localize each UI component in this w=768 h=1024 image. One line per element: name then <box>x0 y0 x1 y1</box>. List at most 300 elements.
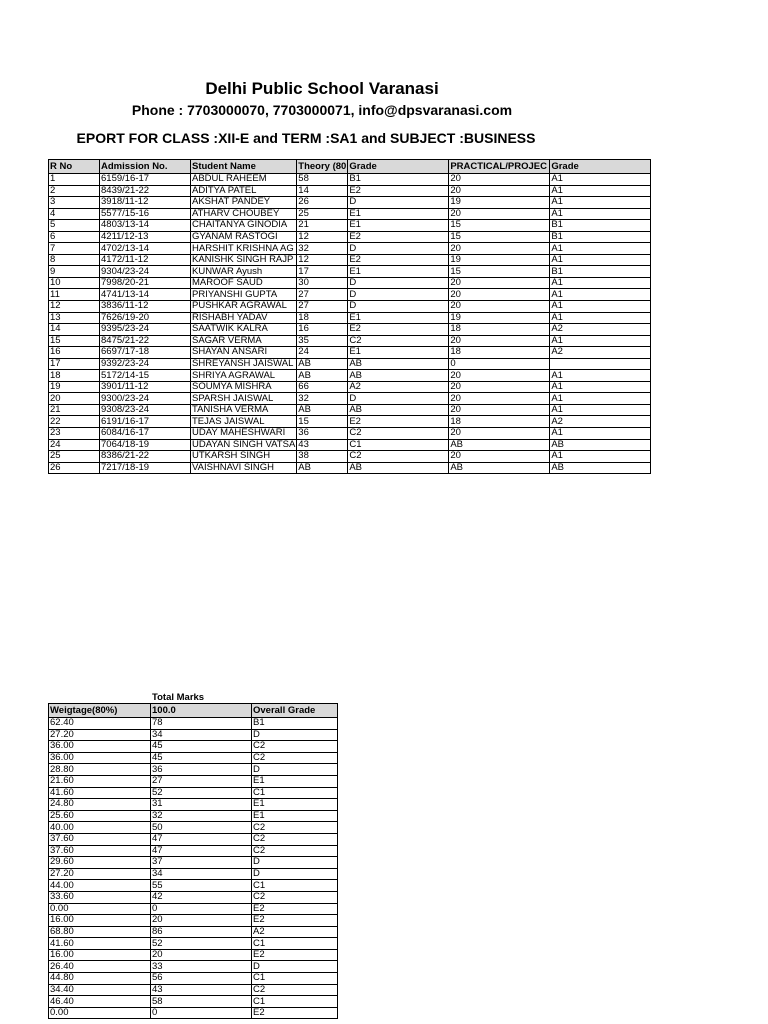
table-cell: 9304/23-24 <box>100 266 191 278</box>
table-row <box>49 231 651 243</box>
table-cell: C1 <box>252 996 338 1008</box>
table-cell: 19 <box>49 381 100 393</box>
table-row <box>49 752 338 764</box>
table-cell: SHRIYA AGRAWAL <box>191 370 297 382</box>
table-cell: 20 <box>449 277 550 289</box>
table-cell: E2 <box>252 903 338 915</box>
table-row <box>49 347 651 359</box>
table-cell: 9392/23-24 <box>100 358 191 370</box>
table-cell: 3 <box>49 197 100 209</box>
table-cell: 14 <box>297 185 348 197</box>
table-cell: 13 <box>49 312 100 324</box>
table-cell: A1 <box>550 197 651 209</box>
table-cell: GYANAM RASTOGI <box>191 231 297 243</box>
table-cell: 18 <box>449 324 550 336</box>
table-row <box>49 243 651 255</box>
table-cell: 26.40 <box>49 961 151 973</box>
table-cell: C2 <box>348 451 449 463</box>
table-cell: 43 <box>297 439 348 451</box>
table-cell: 27.20 <box>49 868 151 880</box>
table-cell: 27 <box>297 301 348 313</box>
table-cell: ABDUL RAHEEM <box>191 174 297 186</box>
table-cell: AB <box>348 370 449 382</box>
table-cell: 15 <box>49 335 100 347</box>
table-cell: D <box>348 197 449 209</box>
table-row <box>49 729 338 741</box>
table-cell: AB <box>297 358 348 370</box>
table-cell: 19 <box>449 254 550 266</box>
table-cell: 8 <box>49 254 100 266</box>
table-cell: 17 <box>297 266 348 278</box>
table-cell: 36.00 <box>49 752 151 764</box>
table-cell: TANISHA VERMA <box>191 404 297 416</box>
table-cell: AB <box>297 370 348 382</box>
table-cell: 15 <box>449 231 550 243</box>
table-cell: 6697/17-18 <box>100 347 191 359</box>
col-header-theory: Theory (80 <box>298 161 347 172</box>
table-cell: 58 <box>151 996 252 1008</box>
table-cell: C2 <box>348 428 449 440</box>
table-cell: 34 <box>151 729 252 741</box>
table-cell: 36 <box>297 428 348 440</box>
table-cell: UDAY MAHESHWARI <box>191 428 297 440</box>
table-cell: SHAYAN ANSARI <box>191 347 297 359</box>
table-cell: 28.80 <box>49 764 151 776</box>
table-cell: 6191/16-17 <box>100 416 191 428</box>
table-cell: E2 <box>348 254 449 266</box>
table-cell: 36.00 <box>49 741 151 753</box>
table-cell: 19 <box>449 197 550 209</box>
table-cell: 46.40 <box>49 996 151 1008</box>
table-cell: 62.40 <box>49 718 151 730</box>
table-cell: SOUMYA MISHRA <box>191 381 297 393</box>
table-cell: 52 <box>151 938 252 950</box>
table-cell: AKSHAT PANDEY <box>191 197 297 209</box>
table-cell: E2 <box>348 185 449 197</box>
table-cell: TEJAS JAISWAL <box>191 416 297 428</box>
table-cell: E2 <box>252 1007 338 1019</box>
table-cell: 20 <box>449 381 550 393</box>
table-row <box>49 462 651 474</box>
table-row <box>49 845 338 857</box>
table-cell: A1 <box>550 243 651 255</box>
table-cell: C2 <box>252 845 338 857</box>
table-cell: 0 <box>151 903 252 915</box>
table-cell: 50 <box>151 822 252 834</box>
table-cell: 35 <box>297 335 348 347</box>
table-cell: C1 <box>252 880 338 892</box>
table-cell: B1 <box>550 231 651 243</box>
table-row <box>49 208 651 220</box>
table-cell: 20 <box>151 915 252 927</box>
table-cell: 15 <box>449 220 550 232</box>
table-cell: 12 <box>297 254 348 266</box>
table-row <box>49 301 651 313</box>
col-header-rno: R No <box>49 160 100 174</box>
table-cell: 20 <box>449 301 550 313</box>
table-cell: A1 <box>550 289 651 301</box>
table-cell: 5172/14-15 <box>100 370 191 382</box>
table-cell: B1 <box>348 174 449 186</box>
table-cell: C2 <box>252 984 338 996</box>
table-cell: 52 <box>151 787 252 799</box>
table-cell: 4172/11-12 <box>100 254 191 266</box>
table-row <box>49 938 338 950</box>
table-row <box>49 358 651 370</box>
table-row <box>49 822 338 834</box>
table-cell: 25 <box>297 208 348 220</box>
table-cell: 41.60 <box>49 787 151 799</box>
table-row <box>49 370 651 382</box>
table-cell: ADITYA PATEL <box>191 185 297 197</box>
table-cell: A1 <box>550 174 651 186</box>
table-cell: 86 <box>151 926 252 938</box>
table-cell: 8386/21-22 <box>100 451 191 463</box>
table-row <box>49 381 651 393</box>
col-header-weightage: Weigtage(80%) <box>49 704 151 718</box>
table-cell: 30 <box>297 277 348 289</box>
table-cell: D <box>252 729 338 741</box>
table-cell: 25 <box>49 451 100 463</box>
table-cell: 20 <box>49 393 100 405</box>
table-cell: PRIYANSHI GUPTA <box>191 289 297 301</box>
table-cell: 36 <box>151 764 252 776</box>
table-row <box>49 439 651 451</box>
table-cell: C2 <box>252 752 338 764</box>
table-cell: C1 <box>252 938 338 950</box>
table-cell: 5 <box>49 220 100 232</box>
table-row <box>49 915 338 927</box>
table-cell: 2 <box>49 185 100 197</box>
table-cell: 12 <box>297 231 348 243</box>
table-row <box>49 926 338 938</box>
table-cell: E1 <box>252 775 338 787</box>
table-row <box>49 324 651 336</box>
table-cell: E1 <box>348 312 449 324</box>
table-cell: C2 <box>252 741 338 753</box>
table-cell: A1 <box>550 381 651 393</box>
table-cell: E1 <box>252 810 338 822</box>
table-cell: E2 <box>348 324 449 336</box>
table-cell: 15 <box>449 266 550 278</box>
table-cell: 40.00 <box>49 822 151 834</box>
table-cell: UTKARSH SINGH <box>191 451 297 463</box>
table-row <box>49 868 338 880</box>
table-cell: 27.20 <box>49 729 151 741</box>
table-cell: 24 <box>49 439 100 451</box>
table-cell: D <box>252 857 338 869</box>
table-row <box>49 266 651 278</box>
marks-table <box>48 159 651 474</box>
col-header-student-name: Student Name <box>191 160 297 174</box>
table-row <box>49 718 338 730</box>
table-row <box>49 799 338 811</box>
table-cell: B1 <box>550 220 651 232</box>
table-cell: 11 <box>49 289 100 301</box>
table-row <box>49 984 338 996</box>
table-cell: A1 <box>550 393 651 405</box>
table-cell: 32 <box>151 810 252 822</box>
table-cell: 27 <box>151 775 252 787</box>
table-cell: C1 <box>348 439 449 451</box>
table-cell: E2 <box>252 915 338 927</box>
table-cell: 6084/16-17 <box>100 428 191 440</box>
table-cell: A1 <box>550 277 651 289</box>
table-cell: 15 <box>297 416 348 428</box>
table-cell: 37.60 <box>49 845 151 857</box>
table-cell: 0 <box>449 358 550 370</box>
table-cell: A1 <box>550 185 651 197</box>
table-cell: C1 <box>252 973 338 985</box>
col-header-total: 100.0 <box>151 704 252 718</box>
table-cell: E1 <box>348 208 449 220</box>
table-cell: HARSHIT KRISHNA AG <box>191 243 297 255</box>
table-cell: AB <box>550 462 651 474</box>
table-cell: KUNWAR Ayush <box>191 266 297 278</box>
table-cell: 16 <box>297 324 348 336</box>
table-cell: 56 <box>151 973 252 985</box>
table-cell: AB <box>297 462 348 474</box>
table-cell: AB <box>348 358 449 370</box>
table-cell: 37.60 <box>49 833 151 845</box>
table-cell: E2 <box>348 416 449 428</box>
table-row <box>49 891 338 903</box>
table-cell: C1 <box>252 787 338 799</box>
table-row <box>49 833 338 845</box>
marks-table-header <box>49 160 651 174</box>
table-row <box>49 404 651 416</box>
table-cell: SHREYANSH JAISWAL <box>191 358 297 370</box>
table-cell: A1 <box>550 451 651 463</box>
table-cell: AB <box>348 404 449 416</box>
table-cell: 34 <box>151 868 252 880</box>
table-cell: A2 <box>550 324 651 336</box>
table-cell: 3918/11-12 <box>100 197 191 209</box>
table-cell: 3836/11-12 <box>100 301 191 313</box>
table-row <box>49 451 651 463</box>
table-cell: 32 <box>297 243 348 255</box>
table-cell: C2 <box>252 891 338 903</box>
table-cell: 31 <box>151 799 252 811</box>
table-cell: 18 <box>449 347 550 359</box>
table-cell: A1 <box>550 335 651 347</box>
table-cell: A1 <box>550 370 651 382</box>
table-cell: 44.00 <box>49 880 151 892</box>
table-cell: 34.40 <box>49 984 151 996</box>
table-cell: 19 <box>449 312 550 324</box>
table-row <box>49 174 651 186</box>
table-cell: 0 <box>151 1007 252 1019</box>
table-cell: A1 <box>550 312 651 324</box>
report-title: EPORT FOR CLASS :XII-E and TERM :SA1 and SUBJECT :BUSINESS <box>76 130 536 146</box>
table-cell: 6 <box>49 231 100 243</box>
col-header-admission: Admission No. <box>100 160 191 174</box>
table-cell: C2 <box>252 822 338 834</box>
table-cell: C2 <box>252 833 338 845</box>
table-cell: KANISHK SINGH RAJP <box>191 254 297 266</box>
table-cell: 12 <box>49 301 100 313</box>
table-cell: 21 <box>297 220 348 232</box>
table-row <box>49 775 338 787</box>
table-cell: 0.00 <box>49 1007 151 1019</box>
table-cell: 9308/23-24 <box>100 404 191 416</box>
col-header-overall-grade: Overall Grade <box>252 704 338 718</box>
table-cell: 47 <box>151 845 252 857</box>
table-row <box>49 961 338 973</box>
table-cell: 24 <box>297 347 348 359</box>
table-cell: 21.60 <box>49 775 151 787</box>
table-cell: 17 <box>49 358 100 370</box>
table-cell: 45 <box>151 752 252 764</box>
table-cell: 7064/18-19 <box>100 439 191 451</box>
table-cell: 29.60 <box>49 857 151 869</box>
table-cell: 4803/13-14 <box>100 220 191 232</box>
table-row <box>49 197 651 209</box>
table-cell: 18 <box>297 312 348 324</box>
table-row <box>49 335 651 347</box>
table-cell: 4702/13-14 <box>100 243 191 255</box>
table-cell: AB <box>449 462 550 474</box>
table-cell: 9300/23-24 <box>100 393 191 405</box>
table-row <box>49 277 651 289</box>
table-row <box>49 741 338 753</box>
table-cell: 7626/19-20 <box>100 312 191 324</box>
col-header-practical: PRACTICAL/PROJEC <box>449 160 550 174</box>
table-cell <box>550 358 651 370</box>
table-row <box>49 996 338 1008</box>
table-cell: 9 <box>49 266 100 278</box>
table-cell: CHAITANYA GINODIA <box>191 220 297 232</box>
table-cell: 18 <box>449 416 550 428</box>
table-cell: ATHARV CHOUBEY <box>191 208 297 220</box>
table-row <box>49 973 338 985</box>
table-cell: 41.60 <box>49 938 151 950</box>
table-cell: 8439/21-22 <box>100 185 191 197</box>
table-cell: 26 <box>49 462 100 474</box>
table-cell: A2 <box>550 347 651 359</box>
table-cell: 4741/13-14 <box>100 289 191 301</box>
table-cell: 42 <box>151 891 252 903</box>
table-row <box>49 289 651 301</box>
total-marks-label: Total Marks <box>152 692 205 703</box>
table-row <box>49 903 338 915</box>
table-cell: A2 <box>252 926 338 938</box>
table-cell: 7998/20-21 <box>100 277 191 289</box>
table-cell: SAGAR VERMA <box>191 335 297 347</box>
table-cell: 20 <box>449 335 550 347</box>
table-cell: 9395/23-24 <box>100 324 191 336</box>
table-cell: E1 <box>348 347 449 359</box>
table-row <box>49 185 651 197</box>
col-header-theory-grade: Grade <box>348 160 449 174</box>
summary-table-header <box>49 704 338 718</box>
table-row <box>49 1007 338 1019</box>
table-cell: A2 <box>550 416 651 428</box>
table-cell: 20 <box>449 185 550 197</box>
table-cell: 55 <box>151 880 252 892</box>
table-row <box>49 393 651 405</box>
table-cell: D <box>252 764 338 776</box>
table-cell: 20 <box>449 428 550 440</box>
table-cell: D <box>252 961 338 973</box>
table-cell: 16 <box>49 347 100 359</box>
table-cell: A1 <box>550 208 651 220</box>
table-row <box>49 428 651 440</box>
table-cell: A1 <box>550 428 651 440</box>
table-cell: 23 <box>49 428 100 440</box>
table-cell: A2 <box>348 381 449 393</box>
table-row <box>49 764 338 776</box>
table-cell: 7 <box>49 243 100 255</box>
table-cell: D <box>252 868 338 880</box>
table-cell: A1 <box>550 254 651 266</box>
table-cell: AB <box>449 439 550 451</box>
table-cell: 22 <box>49 416 100 428</box>
table-cell: MAROOF SAUD <box>191 277 297 289</box>
table-cell: D <box>348 289 449 301</box>
table-cell: B1 <box>550 266 651 278</box>
table-row <box>49 787 338 799</box>
table-cell: E1 <box>252 799 338 811</box>
table-cell: 1 <box>49 174 100 186</box>
table-cell: PUSHKAR AGRAWAL <box>191 301 297 313</box>
table-cell: AB <box>297 404 348 416</box>
table-cell: SAATWIK KALRA <box>191 324 297 336</box>
table-cell: 0.00 <box>49 903 151 915</box>
table-cell: B1 <box>252 718 338 730</box>
table-cell: 18 <box>49 370 100 382</box>
table-cell: 43 <box>151 984 252 996</box>
table-row <box>49 312 651 324</box>
table-cell: 20 <box>449 289 550 301</box>
table-row <box>49 880 338 892</box>
table-cell: 37 <box>151 857 252 869</box>
table-cell: 20 <box>449 404 550 416</box>
table-cell: SPARSH JAISWAL <box>191 393 297 405</box>
table-row <box>49 857 338 869</box>
table-cell: 20 <box>449 370 550 382</box>
table-cell: AB <box>550 439 651 451</box>
table-row <box>49 220 651 232</box>
table-cell: 6159/16-17 <box>100 174 191 186</box>
summary-table <box>48 703 338 1019</box>
table-cell: D <box>348 301 449 313</box>
table-cell: D <box>348 393 449 405</box>
table-cell: 33.60 <box>49 891 151 903</box>
table-cell: 21 <box>49 404 100 416</box>
table-cell: 25.60 <box>49 810 151 822</box>
table-cell: 68.80 <box>49 926 151 938</box>
table-cell: D <box>348 243 449 255</box>
table-cell: 8475/21-22 <box>100 335 191 347</box>
table-cell: 7217/18-19 <box>100 462 191 474</box>
table-cell: 20 <box>449 243 550 255</box>
contact-line: Phone : 7703000070, 7703000071, info@dpsvaranasi.com <box>131 102 513 118</box>
table-cell: 66 <box>297 381 348 393</box>
table-cell: 20 <box>449 451 550 463</box>
table-cell: 44.80 <box>49 973 151 985</box>
table-cell: A1 <box>550 301 651 313</box>
table-cell: 20 <box>151 949 252 961</box>
table-cell: 33 <box>151 961 252 973</box>
table-cell: 4211/12-13 <box>100 231 191 243</box>
table-cell: 58 <box>297 174 348 186</box>
table-cell: 20 <box>449 174 550 186</box>
table-row <box>49 254 651 266</box>
table-cell: UDAYAN SINGH VATSA <box>192 439 296 450</box>
table-row <box>49 416 651 428</box>
table-cell: 26 <box>297 197 348 209</box>
